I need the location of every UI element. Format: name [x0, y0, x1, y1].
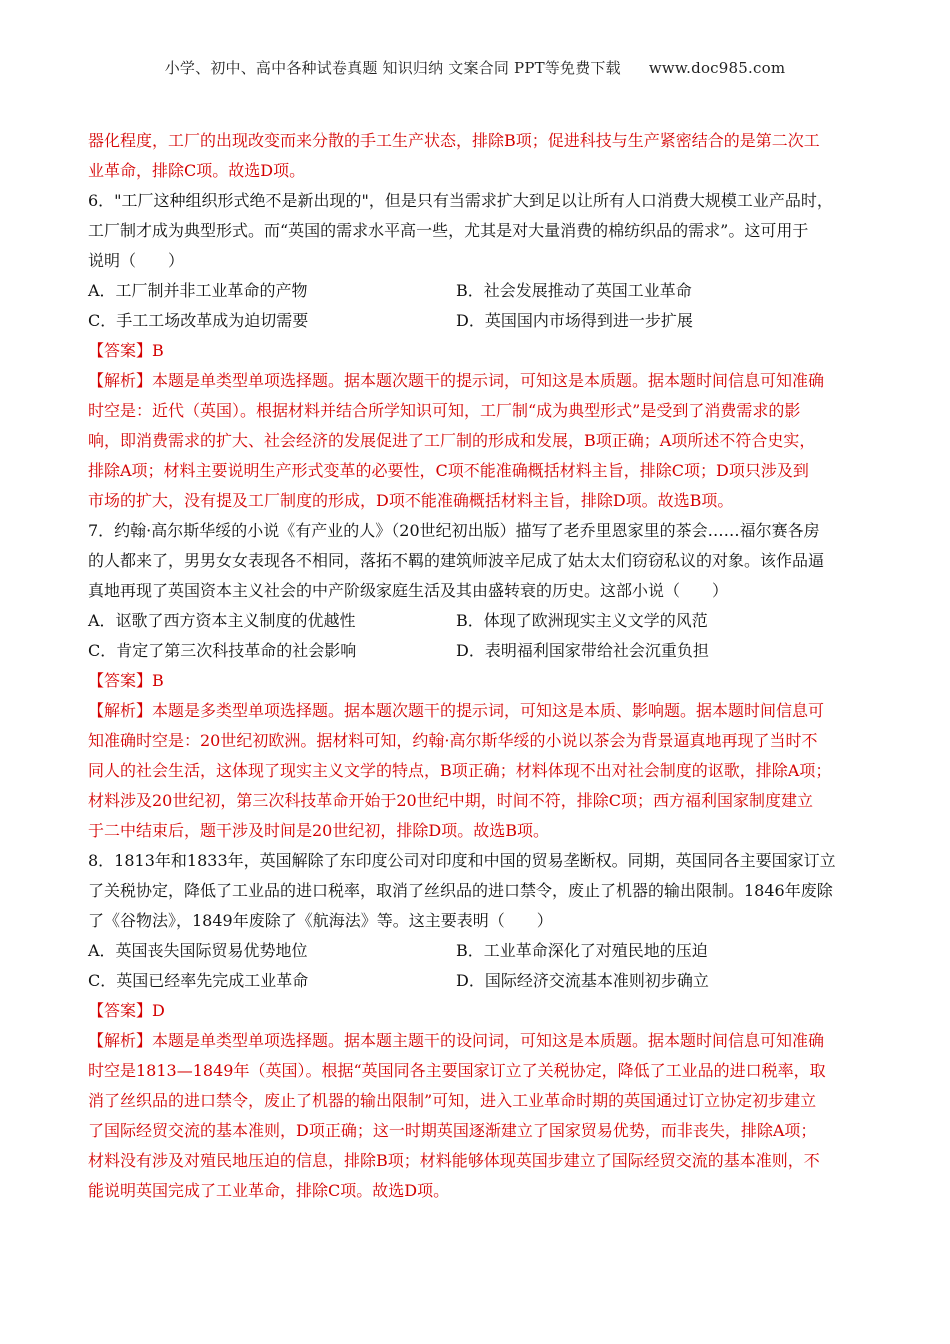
analysis-line: 器化程度，工厂的出现改变而来分散的手工生产状态，排除B项；促进科技与生产紧密结合的是第二次工	[88, 131, 820, 150]
options-row	[88, 276, 866, 306]
analysis-line: 同人的社会生活，这体现了现实主义文学的特点，B项正确；材料体现不出对社会制度的讴歌，排除A项；	[88, 761, 832, 780]
option-b: B．社会发展推动了英国工业革命	[456, 281, 692, 300]
header-site-url[interactable]: www.doc985.com	[648, 59, 786, 77]
analysis-line: 【解析】本题是多类型单项选择题。据本题次题干的提示词，可知这是本质、影响题。据本题时间信息可	[88, 701, 825, 720]
question-stem-line: 说明（ ）	[88, 251, 185, 270]
analysis-line: 业革命，排除C项。故选D项。	[88, 161, 306, 180]
options-row	[88, 936, 866, 966]
analysis-line: 【解析】本题是单类型单项选择题。据本题次题干的提示词，可知这是本质题。据本题时间信息可知准确	[88, 371, 825, 390]
options-row	[88, 966, 866, 996]
option-d: D．表明福利国家带给社会沉重负担	[456, 641, 709, 660]
question-stem-line: 工厂制才成为典型形式。而“英国的需求水平高一些，尤其是对大量消费的棉纺织品的需求”。这可用于	[88, 221, 809, 240]
analysis-line: 排除A项；材料主要说明生产形式变革的必要性，C项不能准确概括材料主旨，排除C项；D项只涉及到	[88, 461, 809, 480]
option-c: C．肯定了第三次科技革命的社会影响	[88, 641, 357, 660]
option-c: C．英国已经率先完成工业革命	[88, 971, 309, 990]
question-6	[88, 186, 866, 516]
analysis-line: 时空是：近代（英国）。根据材料并结合所学知识可知，工厂制“成为典型形式”是受到了消费需求的影	[88, 401, 801, 420]
answer-label: 【答案】B	[88, 671, 164, 690]
question-stem-line: 6．"工厂这种组织形式绝不是新出现的"，但是只有当需求扩大到足以让所有人口消费大规模工业产品时，	[88, 191, 833, 210]
option-c: C．手工工场改革成为迫切需要	[88, 311, 309, 330]
analysis-line: 响，即消费需求的扩大、社会经济的发展促进了工厂制的形成和发展，B项正确；A项所述不符合史实，	[88, 431, 816, 450]
page-header	[0, 57, 950, 78]
question-stem-line: 了《谷物法》，1849年废除了《航海法》等。这主要表明（ ）	[88, 911, 553, 930]
answer-label: 【答案】D	[88, 1001, 165, 1020]
question-8	[88, 846, 866, 1206]
option-a: A．工厂制并非工业革命的产物	[88, 281, 308, 300]
options-row	[88, 636, 866, 666]
option-a: A．讴歌了西方资本主义制度的优越性	[88, 611, 356, 630]
question-stem-line: 7．约翰·高尔斯华绥的小说《有产业的人》（20世纪初出版）描写了老乔里恩家里的茶会……福尔赛各房	[88, 521, 820, 540]
analysis-line: 知准确时空是：20世纪初欧洲。据材料可知，约翰·高尔斯华绥的小说以茶会为背景逼真地再现了当时不	[88, 731, 818, 750]
analysis-line: 【解析】本题是单类型单项选择题。据本题主题干的设问词，可知这是本质题。据本题时间信息可知准确	[88, 1031, 825, 1050]
options-row	[88, 606, 866, 636]
document-body	[88, 126, 866, 1206]
analysis-line: 材料没有涉及对殖民地压迫的信息，排除B项；材料能够体现英国步建立了国际经贸交流的基本准则，不	[88, 1151, 820, 1170]
analysis-line: 时空是1813—1849年（英国）。根据“英国同各主要国家订立了关税协定，降低了工业品的进口税率，取	[88, 1061, 826, 1080]
options-row	[88, 306, 866, 336]
question-stem-line: 了关税协定，降低了工业品的进口税率，取消了丝织品的进口禁令，废止了机器的输出限制。1846年废除	[88, 881, 833, 900]
analysis-line: 消了丝织品的进口禁令，废止了机器的输出限制”可知，进入工业革命时期的英国通过订立协定初步建立	[88, 1091, 817, 1110]
option-a: A．英国丧失国际贸易优势地位	[88, 941, 308, 960]
option-b: B．体现了欧洲现实主义文学的风范	[456, 611, 708, 630]
analysis-line: 能说明英国完成了工业革命，排除C项。故选D项。	[88, 1181, 450, 1200]
option-b: B．工业革命深化了对殖民地的压迫	[456, 941, 708, 960]
previous-analysis-continuation	[88, 126, 866, 186]
option-d: D．英国国内市场得到进一步扩展	[456, 311, 693, 330]
question-7	[88, 516, 866, 846]
question-stem-line: 8．1813年和1833年，英国解除了东印度公司对印度和中国的贸易垄断权。同期，英国同各主要国家订立	[88, 851, 836, 870]
question-stem-line: 的人都来了，男男女女表现各不相同，落拓不羁的建筑师波辛尼成了姑太太们窃窃私议的对象。该作品逼	[88, 551, 825, 570]
analysis-line: 了国际经贸交流的基本准则，D项正确；这一时期英国逐渐建立了国家贸易优势，而非丧失，排除A项；	[88, 1121, 817, 1140]
analysis-line: 材料涉及20世纪初，第三次科技革命开始于20世纪中期，时间不符，排除C项；西方福利国家制度建立	[88, 791, 813, 810]
analysis-line: 市场的扩大，没有提及工厂制度的形成，D项不能准确概括材料主旨，排除D项。故选B项。	[88, 491, 734, 510]
analysis-line: 于二中结束后，题干涉及时间是20世纪初，排除D项。故选B项。	[88, 821, 549, 840]
option-d: D．国际经济交流基本准则初步确立	[456, 971, 709, 990]
question-stem-line: 真地再现了英国资本主义社会的中产阶级家庭生活及其由盛转衰的历史。这部小说（ ）	[88, 581, 729, 600]
header-text: 小学、初中、高中各种试卷真题 知识归纳 文案合同 PPT等免费下载	[164, 59, 621, 77]
answer-label: 【答案】B	[88, 341, 164, 360]
